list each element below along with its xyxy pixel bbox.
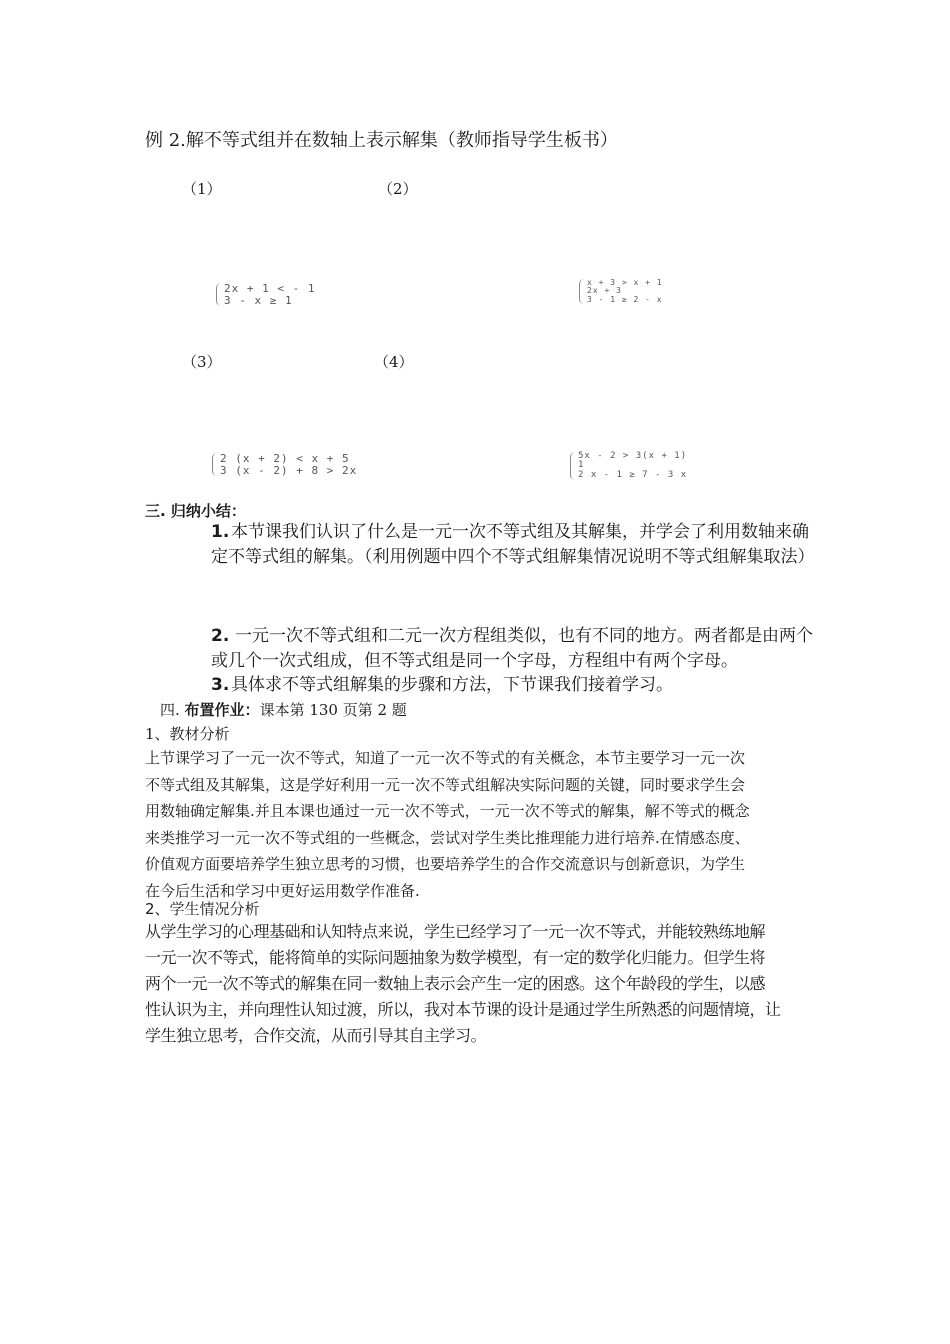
section-2-paragraph	[145, 919, 809, 1049]
system-4-line-2: 1	[578, 460, 585, 471]
section-1-line: 来类推学习一元一次不等式组的一些概念，尝试对学生类比推理能力进行培养.在情感态度、	[145, 828, 750, 847]
summary-heading: 三. 归纳小结：	[145, 502, 246, 520]
summary-item-3-text: 具体求不等式组解集的步骤和方法，下节课我们接着学习。	[231, 675, 673, 695]
section-1-heading: 1、教材分析	[145, 725, 230, 743]
section-2-line: 性认识为主，并向理性认知过渡，所以，我对本节课的设计是通过学生所熟悉的问题情境，让	[145, 1000, 781, 1019]
summary-item-2	[211, 624, 821, 674]
homework-text: 课本第 130 页第 2 题	[259, 701, 407, 719]
section-1-line: 在今后生活和学习中更好运用数学作准备.	[145, 881, 420, 900]
summary-item-1-number: 1.	[211, 522, 230, 542]
inequality-system-4	[570, 452, 687, 480]
section-2-line: 从学生学习的心理基础和认知特点来说，学生已经学习了一元一次不等式，并能较熟练地解	[145, 922, 766, 941]
homework-prefix: 四.	[160, 701, 185, 719]
system-1-line-1: 2x + 1 < - 1	[224, 282, 316, 295]
system-3-line-2: 3 (x - 2) + 8 > 2x	[220, 463, 358, 477]
section-2-line: 两个一元一次不等式的解集在同一数轴上表示会产生一定的困惑。这个年龄段的学生，以感	[145, 974, 766, 993]
section-2-heading: 2、学生情况分析	[145, 900, 260, 918]
summary-item-1	[211, 520, 821, 570]
homework-line	[160, 699, 407, 720]
problem-3-label: （3）	[182, 353, 222, 371]
summary-item-2-text: 一元一次不等式组和二元一次方程组类似，也有不同的地方。两者都是由两个或几个一次式组成，但不等式组是同一个字母，方程组中有两个字母。	[211, 626, 813, 671]
summary-item-2-number: 2.	[211, 626, 230, 646]
inequality-system-2	[579, 279, 663, 304]
system-1-line-2: 3 - x ≥ 1	[224, 293, 293, 307]
problem-2-label: （2）	[378, 180, 418, 198]
section-2-line: 学生独立思考，合作交流，从而引导其自主学习。	[145, 1026, 487, 1045]
section-1-line: 上节课学习了一元一次不等式，知道了一元一次不等式的有关概念，本节主要学习一元一次	[145, 749, 746, 767]
system-3-line-1: 2 (x + 2) < x + 5	[220, 452, 350, 465]
system-4-line-1: 5x - 2 > 3(x + 1)	[578, 451, 688, 461]
problem-4-label: （4）	[374, 353, 414, 371]
inequality-system-1	[216, 283, 315, 306]
inequality-system-3	[212, 453, 357, 476]
system-4-line-3: 2 x - 1 ≥ 7 - 3 x	[578, 469, 688, 480]
problem-1-label: （1）	[182, 180, 222, 198]
system-2-line-3: 3 - 1 ≥ 2 - x	[587, 294, 663, 304]
section-1-line: 用数轴确定解集.并且本课也通过一元一次不等式，一元一次不等式的解集，解不等式的概念	[145, 802, 750, 820]
section-1-line: 不等式组及其解集，这是学好利用一元一次不等式组解决实际问题的关键，同时要求学生会	[145, 775, 746, 794]
system-2-line-2: 2x + 3	[587, 286, 622, 296]
summary-item-3	[211, 673, 821, 698]
summary-item-3-number: 3.	[211, 675, 230, 695]
example-title: 例 2.解不等式组并在数轴上表示解集（教师指导学生板书）	[145, 130, 618, 151]
section-1-paragraph	[145, 745, 809, 904]
section-1-line: 价值观方面要培养学生独立思考的习惯，也要培养学生的合作交流意识与创新意识，为学生	[145, 855, 746, 873]
section-2-line: 一元一次不等式，能将简单的实际问题抽象为数学模型，有一定的数学化归能力。但学生将	[145, 948, 766, 967]
homework-label: 布置作业：	[184, 701, 260, 719]
summary-item-1-text: 本节课我们认识了什么是一元一次不等式组及其解集，并学会了利用数轴来确定不等式组的解集。（利用例题中四个不等式组解集情况说明不等式组解集取法）	[211, 522, 815, 567]
system-2-line-1: x + 3 > x + 1	[587, 278, 663, 287]
